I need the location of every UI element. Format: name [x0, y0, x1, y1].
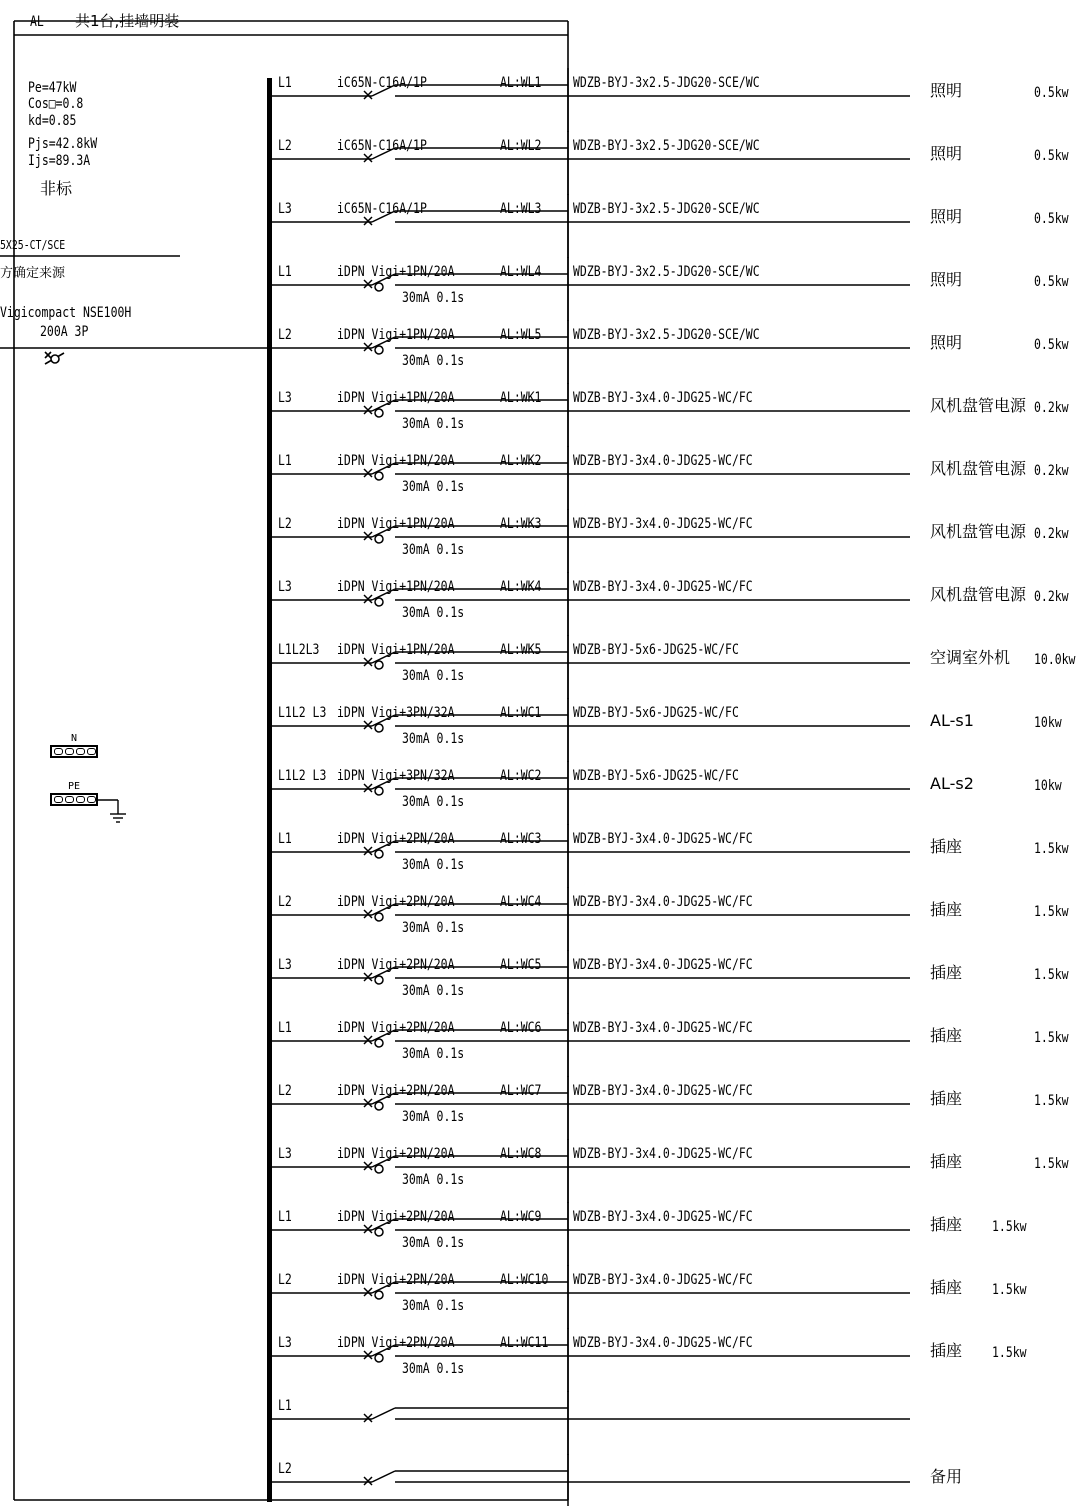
circuit-load: 备用: [930, 1467, 963, 1486]
circuit-cable: WDZB-BYJ-3x2.5-JDG20-SCE/WC: [573, 75, 760, 91]
circuit-load: 照明: [930, 270, 963, 289]
circuit-power: 0.2kw: [1034, 463, 1069, 479]
circuit-load: 风机盘管电源: [930, 522, 1027, 541]
circuit-load: 空调室外机: [930, 648, 1011, 667]
circuit-phase: L1: [278, 453, 292, 469]
circuit-id: AL:WC5: [500, 957, 542, 973]
circuit-breaker: iDPN Vigi+2PN/20A: [337, 1020, 455, 1036]
circuit-rcd-setting: 30mA 0.1s: [402, 920, 465, 936]
circuit-power: 1.5kw: [992, 1219, 1027, 1235]
circuit-rcd-setting: 30mA 0.1s: [402, 290, 465, 306]
circuit-power: 0.2kw: [1034, 589, 1069, 605]
circuit-phase: L3: [278, 201, 292, 217]
circuit-id: AL:WL1: [500, 75, 542, 91]
circuit-power: 1.5kw: [1034, 1093, 1069, 1109]
circuit-id: AL:WL4: [500, 264, 542, 280]
circuit-breaker: iDPN Vigi+2PN/20A: [337, 957, 455, 973]
circuit-phase: L2: [278, 138, 292, 154]
busbar: [267, 78, 272, 1502]
circuit-id: AL:WC2: [500, 768, 542, 784]
circuit-id: AL:WK1: [500, 390, 542, 406]
circuit-breaker: iDPN Vigi+2PN/20A: [337, 1146, 455, 1162]
circuit-rcd-setting: 30mA 0.1s: [402, 857, 465, 873]
circuit-load: 照明: [930, 207, 963, 226]
circuit-id: AL:WC11: [500, 1335, 549, 1351]
circuit-power: 1.5kw: [1034, 841, 1069, 857]
circuit-rcd-setting: 30mA 0.1s: [402, 1298, 465, 1314]
incoming-breaker-model: Vigicompact NSE100H: [0, 305, 132, 321]
circuit-power: 1.5kw: [992, 1345, 1027, 1361]
circuit-load: 插座: [930, 1278, 963, 1297]
circuit-cable: WDZB-BYJ-3x4.0-JDG25-WC/FC: [573, 1020, 753, 1036]
circuit-power: 0.5kw: [1034, 148, 1069, 164]
summary-ijs: Ijs=89.3A: [28, 153, 91, 169]
circuit-id: AL:WK4: [500, 579, 542, 595]
circuit-breaker: iDPN Vigi+2PN/20A: [337, 894, 455, 910]
circuit-load: AL-s1: [930, 711, 974, 730]
circuit-power: 1.5kw: [1034, 967, 1069, 983]
incoming-source-note: 方确定来源: [0, 266, 66, 281]
circuit-breaker: iDPN Vigi+1PN/20A: [337, 579, 455, 595]
circuit-phase: L3: [278, 579, 292, 595]
circuit-power: 0.2kw: [1034, 400, 1069, 416]
circuit-load: 插座: [930, 1026, 963, 1045]
circuit-id: AL:WC3: [500, 831, 542, 847]
circuit-load: 插座: [930, 963, 963, 982]
circuit-power: 1.5kw: [992, 1282, 1027, 1298]
circuit-cable: WDZB-BYJ-3x4.0-JDG25-WC/FC: [573, 1146, 753, 1162]
circuit-cable: WDZB-BYJ-3x4.0-JDG25-WC/FC: [573, 453, 753, 469]
circuit-lines: [272, 68, 910, 1506]
circuit-rcd-setting: 30mA 0.1s: [402, 668, 465, 684]
circuit-load: 插座: [930, 1152, 963, 1171]
circuit-id: AL:WC9: [500, 1209, 542, 1225]
circuit-id: AL:WL5: [500, 327, 542, 343]
summary-cos: Cos□=0.8: [28, 96, 84, 112]
circuit-rcd-setting: 30mA 0.1s: [402, 1235, 465, 1251]
circuit-breaker: iDPN Vigi+3PN/32A: [337, 705, 455, 721]
circuit-cable: WDZB-BYJ-3x2.5-JDG20-SCE/WC: [573, 327, 760, 343]
circuit-cable: WDZB-BYJ-3x4.0-JDG25-WC/FC: [573, 1335, 753, 1351]
circuit-power: 10kw: [1034, 778, 1062, 794]
circuit-cable: WDZB-BYJ-3x4.0-JDG25-WC/FC: [573, 516, 753, 532]
circuit-load: 照明: [930, 333, 963, 352]
circuit-id: AL:WC4: [500, 894, 542, 910]
circuit-power: 0.5kw: [1034, 85, 1069, 101]
n-terminal-block: [50, 745, 98, 758]
circuit-load: 插座: [930, 837, 963, 856]
circuit-breaker: iC65N-C16A/1P: [337, 201, 427, 217]
circuit-rcd-setting: 30mA 0.1s: [402, 542, 465, 558]
circuit-rcd-setting: 30mA 0.1s: [402, 479, 465, 495]
circuit-phase: L2: [278, 894, 292, 910]
circuit-cable: WDZB-BYJ-5x6-JDG25-WC/FC: [573, 705, 739, 721]
circuit-breaker: iDPN Vigi+2PN/20A: [337, 1209, 455, 1225]
circuit-phase: L3: [278, 957, 292, 973]
circuit-breaker: iDPN Vigi+1PN/20A: [337, 642, 455, 658]
circuit-breaker: iDPN Vigi+2PN/20A: [337, 1272, 455, 1288]
circuit-phase: L3: [278, 390, 292, 406]
circuit-power: 10.0kw: [1034, 652, 1076, 668]
circuit-id: AL:WK2: [500, 453, 542, 469]
circuit-phase: L1L2 L3: [278, 705, 327, 721]
circuit-phase: L3: [278, 1335, 292, 1351]
circuit-id: AL:WC7: [500, 1083, 542, 1099]
circuit-phase: L2: [278, 1083, 292, 1099]
circuit-cable: WDZB-BYJ-3x4.0-JDG25-WC/FC: [573, 1209, 753, 1225]
circuit-phase: L1: [278, 1209, 292, 1225]
circuit-id: AL:WL3: [500, 201, 542, 217]
circuit-rcd-setting: 30mA 0.1s: [402, 731, 465, 747]
summary-pe: Pe=47kW: [28, 80, 77, 96]
circuit-load: AL-s2: [930, 774, 974, 793]
circuit-breaker: iC65N-C16A/1P: [337, 138, 427, 154]
circuit-breaker: iC65N-C16A/1P: [337, 75, 427, 91]
circuit-rcd-setting: 30mA 0.1s: [402, 1361, 465, 1377]
circuit-id: AL:WC1: [500, 705, 542, 721]
circuit-rcd-setting: 30mA 0.1s: [402, 794, 465, 810]
circuit-cable: WDZB-BYJ-3x4.0-JDG25-WC/FC: [573, 390, 753, 406]
circuit-id: AL:WC8: [500, 1146, 542, 1162]
circuit-rcd-setting: 30mA 0.1s: [402, 1109, 465, 1125]
incoming-cable: 5X25-CT/SCE: [0, 238, 66, 252]
pe-terminal-block: [50, 793, 98, 806]
circuit-power: 0.5kw: [1034, 337, 1069, 353]
circuit-phase: L2: [278, 1461, 292, 1477]
circuit-power: 0.5kw: [1034, 274, 1069, 290]
n-terminal-label: N: [71, 733, 78, 744]
circuit-rcd-setting: 30mA 0.1s: [402, 1046, 465, 1062]
circuit-cable: WDZB-BYJ-3x4.0-JDG25-WC/FC: [573, 831, 753, 847]
incoming-breaker-rating: 200A 3P: [40, 324, 89, 340]
circuit-power: 1.5kw: [1034, 904, 1069, 920]
circuit-breaker: iDPN Vigi+1PN/20A: [337, 264, 455, 280]
circuit-id: AL:WK3: [500, 516, 542, 532]
circuit-breaker: iDPN Vigi+2PN/20A: [337, 1083, 455, 1099]
circuit-load: 照明: [930, 144, 963, 163]
circuit-cable: WDZB-BYJ-5x6-JDG25-WC/FC: [573, 768, 739, 784]
circuit-breaker: iDPN Vigi+1PN/20A: [337, 327, 455, 343]
circuit-phase: L1: [278, 75, 292, 91]
circuit-phase: L1: [278, 1398, 292, 1414]
circuit-cable: WDZB-BYJ-3x2.5-JDG20-SCE/WC: [573, 138, 760, 154]
summary-pjs: Pjs=42.8kW: [28, 136, 98, 152]
summary-kd: kd=0.85: [28, 113, 77, 129]
circuit-phase: L2: [278, 327, 292, 343]
circuit-rcd-setting: 30mA 0.1s: [402, 416, 465, 432]
circuit-load: 风机盘管电源: [930, 459, 1027, 478]
circuit-phase: L3: [278, 1146, 292, 1162]
circuit-rcd-setting: 30mA 0.1s: [402, 353, 465, 369]
circuit-load: 插座: [930, 1089, 963, 1108]
panel-id: AL: [30, 14, 44, 30]
circuit-branch: [272, 1454, 910, 1506]
circuit-load: 插座: [930, 900, 963, 919]
circuit-phase: L2: [278, 1272, 292, 1288]
pe-terminal-label: PE: [68, 781, 81, 792]
circuit-breaker: iDPN Vigi+2PN/20A: [337, 831, 455, 847]
circuit-breaker: iDPN Vigi+1PN/20A: [337, 453, 455, 469]
circuit-phase: L1L2 L3: [278, 768, 327, 784]
summary-nonstandard: 非标: [40, 179, 73, 198]
circuit-load: 风机盘管电源: [930, 396, 1027, 415]
circuit-id: AL:WL2: [500, 138, 542, 154]
circuit-phase: L1L2L3: [278, 642, 320, 658]
circuit-phase: L1: [278, 1020, 292, 1036]
circuit-cable: WDZB-BYJ-3x4.0-JDG25-WC/FC: [573, 1083, 753, 1099]
circuit-branch: [272, 1391, 910, 1455]
circuit-power: 1.5kw: [1034, 1156, 1069, 1172]
circuit-load: 插座: [930, 1215, 963, 1234]
circuit-load: 插座: [930, 1341, 963, 1360]
circuit-breaker: iDPN Vigi+1PN/20A: [337, 516, 455, 532]
circuit-load: 风机盘管电源: [930, 585, 1027, 604]
circuit-id: AL:WK5: [500, 642, 542, 658]
circuit-power: 1.5kw: [1034, 1030, 1069, 1046]
panel-description: 共1台,挂墙明装: [75, 12, 180, 30]
ground-icon: [97, 800, 126, 822]
circuit-rcd-setting: 30mA 0.1s: [402, 1172, 465, 1188]
circuit-cable: WDZB-BYJ-3x4.0-JDG25-WC/FC: [573, 1272, 753, 1288]
circuit-cable: WDZB-BYJ-5x6-JDG25-WC/FC: [573, 642, 739, 658]
circuit-power: 10kw: [1034, 715, 1062, 731]
circuit-id: AL:WC10: [500, 1272, 549, 1288]
circuit-breaker: iDPN Vigi+3PN/32A: [337, 768, 455, 784]
circuit-cable: WDZB-BYJ-3x4.0-JDG25-WC/FC: [573, 957, 753, 973]
circuit-power: 0.2kw: [1034, 526, 1069, 542]
circuit-cable: WDZB-BYJ-3x2.5-JDG20-SCE/WC: [573, 201, 760, 217]
circuit-power: 0.5kw: [1034, 211, 1069, 227]
circuit-cable: WDZB-BYJ-3x4.0-JDG25-WC/FC: [573, 894, 753, 910]
circuit-rcd-setting: 30mA 0.1s: [402, 605, 465, 621]
circuit-phase: L2: [278, 516, 292, 532]
circuit-breaker: iDPN Vigi+1PN/20A: [337, 390, 455, 406]
circuit-cable: WDZB-BYJ-3x2.5-JDG20-SCE/WC: [573, 264, 760, 280]
circuit-cable: WDZB-BYJ-3x4.0-JDG25-WC/FC: [573, 579, 753, 595]
circuit-id: AL:WC6: [500, 1020, 542, 1036]
circuit-breaker: iDPN Vigi+2PN/20A: [337, 1335, 455, 1351]
circuit-rcd-setting: 30mA 0.1s: [402, 983, 465, 999]
circuit-phase: L1: [278, 264, 292, 280]
circuit-load: 照明: [930, 81, 963, 100]
circuit-phase: L1: [278, 831, 292, 847]
